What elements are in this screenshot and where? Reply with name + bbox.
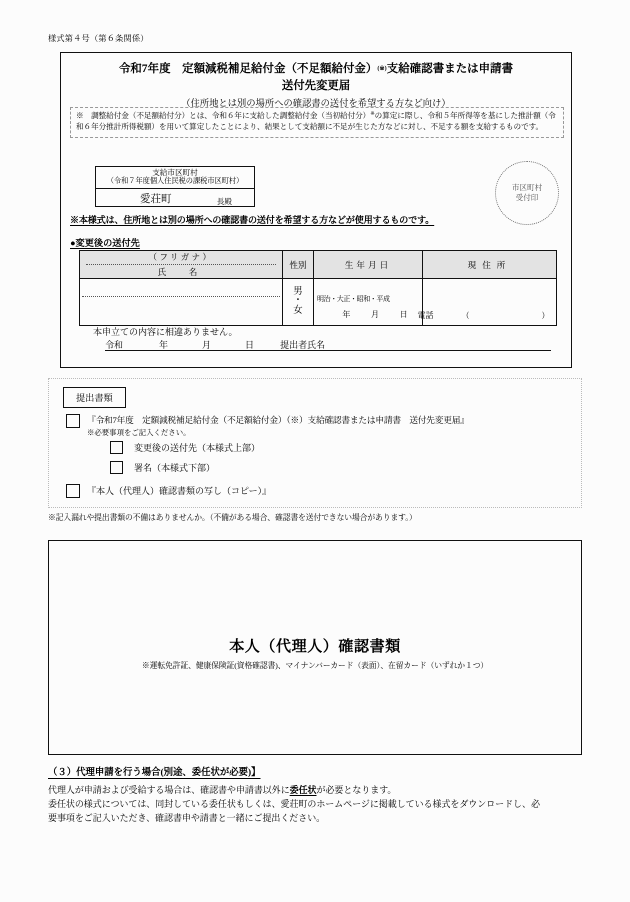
- destination-section-label: ●変更後の送付先: [70, 238, 140, 248]
- header-cell-sex: [283, 251, 314, 279]
- proxy-para-line3: 要事項をご記入いただき、確認書申や請書と一緒にご提出ください。: [48, 812, 326, 823]
- declaration-era: 令和: [105, 340, 124, 350]
- checkbox-signature-section[interactable]: [110, 461, 123, 474]
- table-header-row: [80, 251, 557, 279]
- municipality-label-line1: 支給市区町村: [152, 168, 198, 177]
- declaration-month: 月: [202, 340, 212, 350]
- dob-ymd-labels: [332, 309, 418, 320]
- proxy-para-line2: 委任状の様式については、同封している委任状もしくは、愛荘町のホームページに掲載している様式をダウンロードし、必: [48, 798, 540, 809]
- proxy-line1-c: が必要となります。: [316, 785, 397, 795]
- document-form-label: 『令和7年度 定額減税補足給付金（不足額給付金）（※）支給確認書または申請書 送付先変更届』: [87, 415, 469, 425]
- header-dob: 生年月日: [344, 259, 392, 270]
- municipality-suffix: 長殿: [216, 196, 232, 206]
- style-usage-note: ※本様式は、住所地とは別の場所への確認書の送付を希望する方などが使用するものです。: [70, 215, 435, 225]
- dob-year-label: 年: [342, 310, 351, 319]
- document-form-subnote: ※必要事項をご記入ください。: [87, 428, 191, 437]
- header-cell-name: [80, 251, 283, 279]
- header-furigana: （フリガナ）: [148, 253, 214, 262]
- form-title-line1-tail: 支給確認書または申請書: [386, 63, 514, 75]
- input-cell-dob[interactable]: [314, 279, 423, 326]
- header-sex: 性別: [289, 259, 307, 270]
- applicant-table: [79, 250, 562, 326]
- identity-box-subtitle: ※運転免許証、健康保険証(資格確認書)、マイナンバーカード（表面）、在留カード（いずれか１つ）: [141, 661, 489, 670]
- checkbox-identity-copy[interactable]: [66, 484, 80, 498]
- header-name: 氏 名: [157, 267, 205, 277]
- dob-day-label: 日: [399, 310, 408, 319]
- sex-separator: ・: [293, 296, 303, 307]
- municipality-name: 愛荘町: [140, 193, 172, 205]
- declaration-year: 年: [159, 340, 169, 350]
- form-title-superscript: (※): [377, 66, 387, 72]
- checkbox-destination-label: 変更後の送付先（本様式上部）: [134, 443, 261, 453]
- municipality-label-line2: （令和７年度個人住民税の課税市区町村）: [106, 177, 244, 186]
- identity-box-title: 本人（代理人）確認書類: [229, 639, 401, 655]
- name-dotted-line: [82, 296, 280, 297]
- proxy-line1-a: 代理人が申請および受給する場合は、確認書や申請書以外に: [48, 785, 290, 795]
- municipal-receipt-seal-icon: [495, 161, 559, 225]
- municipality-value-row: [96, 189, 254, 206]
- checkbox-signature-label: 署名（本様式下部）: [134, 463, 216, 473]
- identity-document-paste-box[interactable]: [48, 540, 582, 755]
- telephone-paren: （ ）: [461, 311, 562, 320]
- note-text-part1: ※ 調整給付金（不足額給付分）とは、令和６年に支給した調整給付金（当初給付分）: [76, 111, 371, 120]
- municipality-box: [95, 166, 255, 207]
- form-number: 様式第４号（第６条関係）: [48, 34, 149, 43]
- form-title-line3: （住所地とは別の場所への確認書の送付を希望する方など向け）: [181, 98, 451, 108]
- checkbox-document-form[interactable]: [66, 414, 80, 428]
- documents-section-title: 提出書類: [63, 387, 126, 408]
- header-cell-address: [423, 251, 557, 279]
- note-superscript: ※: [370, 111, 375, 117]
- submitter-name-label: 提出者氏名: [280, 340, 326, 350]
- seal-line1: 市区町村: [511, 182, 543, 192]
- form-title-line1-main: 令和7年度 定額減税補足給付金（不足額給付金）: [118, 63, 378, 75]
- dob-era-options[interactable]: 明治・大正・昭和・平成: [317, 295, 390, 303]
- header-cell-dob: [314, 251, 423, 279]
- submitter-signature-line[interactable]: [301, 350, 551, 351]
- main-form-box: [60, 52, 572, 368]
- input-cell-sex[interactable]: [283, 279, 314, 326]
- identity-copy-label: 『本人（代理人）確認書類の写し（コピー）』: [87, 486, 272, 496]
- dob-month-label: 月: [370, 310, 379, 319]
- checkbox-destination-section[interactable]: [110, 441, 123, 454]
- form-title-block: [61, 60, 571, 109]
- documents-footnote: ※記入漏れや提出書類の不備はありませんか。（不備がある場合、確認書を送付できない場合があります。）: [48, 513, 417, 522]
- seal-line2: 受付印: [515, 193, 539, 202]
- proxy-power-of-attorney-emphasis: 委任状: [289, 785, 317, 795]
- declaration-statement: 本申立ての内容に相違ありません。: [93, 327, 238, 337]
- proxy-section-heading: （３）代理申請を行う場合(別途、委任状が必要)】: [48, 768, 261, 778]
- header-address: 現住所: [467, 259, 512, 270]
- telephone-label: 電話: [417, 311, 434, 320]
- proxy-section-body: [48, 784, 582, 826]
- form-title-line2: 送付先変更届: [281, 80, 351, 92]
- sex-option-female[interactable]: 女: [293, 305, 303, 316]
- note-text-part2: の算定に際し、令和５年所得等を基にした推計額（令和６年分推計所得税額）を用いて算定したことにより、結果として支給額に不足が生じた方などに対し、不足する額を支給するものです。: [76, 111, 556, 131]
- proxy-para-line1: [48, 784, 582, 798]
- explanatory-note-box: [70, 107, 564, 138]
- input-cell-name[interactable]: [80, 279, 283, 326]
- telephone-field[interactable]: [418, 310, 562, 321]
- sex-option-male[interactable]: 男: [293, 286, 303, 297]
- declaration-day: 日: [245, 340, 255, 350]
- municipality-label: [96, 167, 254, 189]
- table-body-row: [80, 279, 557, 326]
- documents-checklist-section: [48, 378, 582, 508]
- input-cell-address[interactable]: [417, 279, 562, 326]
- form-title-line1: [61, 60, 571, 76]
